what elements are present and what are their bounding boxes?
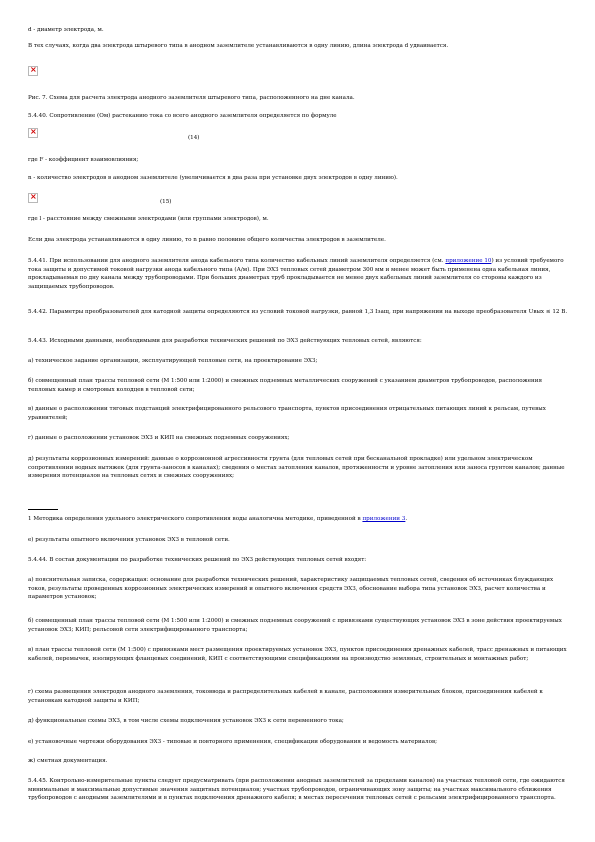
formula-15-image-icon (28, 193, 38, 203)
footnote (28, 515, 570, 524)
item-a-technical-task: а) техническое задание организации, эксплуатирующей тепловые сети, на проектирование ЭХЗ; (28, 358, 318, 364)
broken-image-icon (28, 66, 38, 76)
formula-14-number: (14) (188, 135, 200, 141)
item-d-functional-schemes: д) функциональные схемы ЭХЗ, в том числе схемы подключения установок ЭХЗ к сети переменного тока; (28, 718, 344, 724)
item-a-explanatory-note: а) пояснительная записка, содержащая: основание для разработки технических решений, характеристику защищаемых тепловых сетей, сведения об источниках блуждающих токов, результаты проведенных коррозионных электрических измерений и опытного включения средств ЭХЗ, обоснование выбора типа установок ЭХЗ, расчет количества и параметров установок; (28, 577, 554, 601)
footnote-divider (28, 509, 58, 510)
paragraph-n-electrodes: n - количество электродов в анодном заземлителе (увеличивается в два раза при установке двух электродов в одну линию). (28, 175, 398, 181)
paragraph-distance-l: где l - расстояние между смежными электродами (или группами электродов), м. (28, 216, 269, 222)
item-g-electrode-layout: г) схема размещения электродов анодного заземления, токоввода и распределительных кабелей в канале, расположения измерительных блоков, присоединения кабелей к установкам катодной защиты и КИП; (28, 689, 543, 704)
paragraph-5-4-40: 5.4.40. Сопротивление (Ом) растеканию тока со всего анодного заземлителя определяется по формуле (28, 113, 337, 119)
footnote-text: 1 Методика определения удельного электрического сопротивления воды аналогична методике, приведенной в (28, 516, 363, 522)
paragraph-5-4-41-text-a: 5.4.41. При использовании для анодного заземлителя анода кабельного типа количество кабельных линий заземлителя определяется (см. (28, 258, 444, 264)
paragraph-d-diameter: d - диаметр электрода, м. (28, 27, 104, 33)
paragraph-coefficient-f: где F - коэффициент взаимовлияния; (28, 157, 139, 163)
paragraph-5-4-43: 5.4.43. Исходными данными, необходимыми для разработки технических решений по ЭХЗ действующих тепловых сетей, являются: (28, 338, 422, 344)
item-b-combined-plan: б) совмещенный план трассы тепловой сети (М 1:500 или 1:2000) и смежных подземных металлических сооружений с указанием диаметров трубопроводов, расположения тепловых камер и смотровых колодцев в тепловой сети; (28, 378, 543, 393)
paragraph-5-4-41-text-b: ) из условий требуемого тока защиты и допустимой токовой нагрузки анода кабельного типа (А/м). При ЭХЗ тепловых сетей диаметром 300 мм и менее может быть применена одна кабельная линия, прокладываемая по дну канала между трубопроводами. При больших диаметрах труб прокладывается не менее двух кабельных линий заземлителя со стороны каждого из защищаемых трубопроводов. (28, 258, 564, 290)
paragraph-two-electrodes: В тех случаях, когда два электрода штыревого типа в анодном заземлителе устанавливаются в одну линию, длина электрода d удваивается. (28, 43, 449, 49)
item-v-traction-substations: в) данные о расположении тяговых подстанций электрифицированного рельсового транспорта, пунктов присоединения отрицательных питающих линий к рельсам, путевых уравнителей; (28, 406, 546, 421)
figure-caption: Рис. 7. Схема для расчета электрода анодного заземлителя штыревого типа, расположенного на дне канала. (28, 95, 355, 101)
link-appendix-3[interactable]: приложении 3 (362, 516, 406, 522)
paragraph-5-4-41 (28, 257, 570, 291)
paragraph-5-4-45: 5.4.45. Контрольно-измерительные пункты следует предусматривать (при расположении анодных заземлителей за пределами каналов) на участках тепловой сети, где ожидаются минимальные и максимальные допустимые значения защитных потенциалов; участках трубопроводов, ограничивающих зону защиты; на участках максимального сближения трубопроводов с анодными заземлителями и в пунктах подключения дренажного кабеля; в местах пересечения тепловых сетей с рельсами электрифицированного транспорта. (28, 778, 565, 802)
item-e-trial-results: е) результаты опытного включения установок ЭХЗ в тепловой сети. (28, 537, 230, 543)
paragraph-5-4-42: 5.4.42. Параметры преобразователей для катодной защиты определяются из условий токовой нагрузки, равной 1,3 Iзащ, при напряжении на выходе преобразователя Uвых ≤ 12 В. (28, 309, 568, 315)
item-g-installations: г) данные о расположении установок ЭХЗ и КИП на смежных подземных сооружениях; (28, 435, 290, 441)
formula-14-image-icon (28, 128, 38, 138)
item-d-corrosion-measurements: д) результаты коррозионных измерений: данные о коррозионной агрессивности грунта (для тепловых сетей при бесканальной прокладке) или удельном электрическом сопротивлении водных вытяжек (для грунта-заносов в каналах); сведения о местах затопления каналов, протяженности и уровне затопления или заноса грунтом каналов; данные измерения потенциалов на тепловых сетях и смежных сооружениях; (28, 456, 565, 480)
item-e-installation-drawings: е) установочные чертежи оборудования ЭХЗ - типовые и повторного применения, спецификации оборудования и ведомость материалов; (28, 739, 437, 745)
footnote-end: . (405, 516, 408, 522)
link-appendix-10[interactable]: приложение 10 (445, 258, 492, 264)
formula-15-number: (15) (160, 199, 172, 205)
item-b-route-plan: б) совмещенный план трассы тепловой сети (М 1:500 или 1:2000) и смежных подземных сооружений с привязками существующих установок ЭХЗ в зоне действия проектируемых установок ЭХЗ; КИП; рельсовой сети электрифицированного транспорта; (28, 618, 562, 633)
paragraph-n-half: Если два электрода устанавливаются в одну линию, то n равно половине общего количества электродов в заземлителе. (28, 237, 386, 243)
item-v-route-plan-500: в) план трассы тепловой сети (М 1:500) с привязками мест размещения проектируемых установок ЭХЗ, пунктов присоединения дренажных кабелей, трасс дренажных и питающих кабелей, перемычек, изолирующих фланцевых соединений, КИП с соответствующими спецификациями на производство земляных, строительных и монтажных работ; (28, 647, 567, 662)
paragraph-5-4-44: 5.4.44. В состав документации по разработке технических решений по ЭХЗ действующих тепловых сетей входят: (28, 557, 367, 563)
item-zh-estimates: ж) сметная документация. (28, 758, 108, 764)
